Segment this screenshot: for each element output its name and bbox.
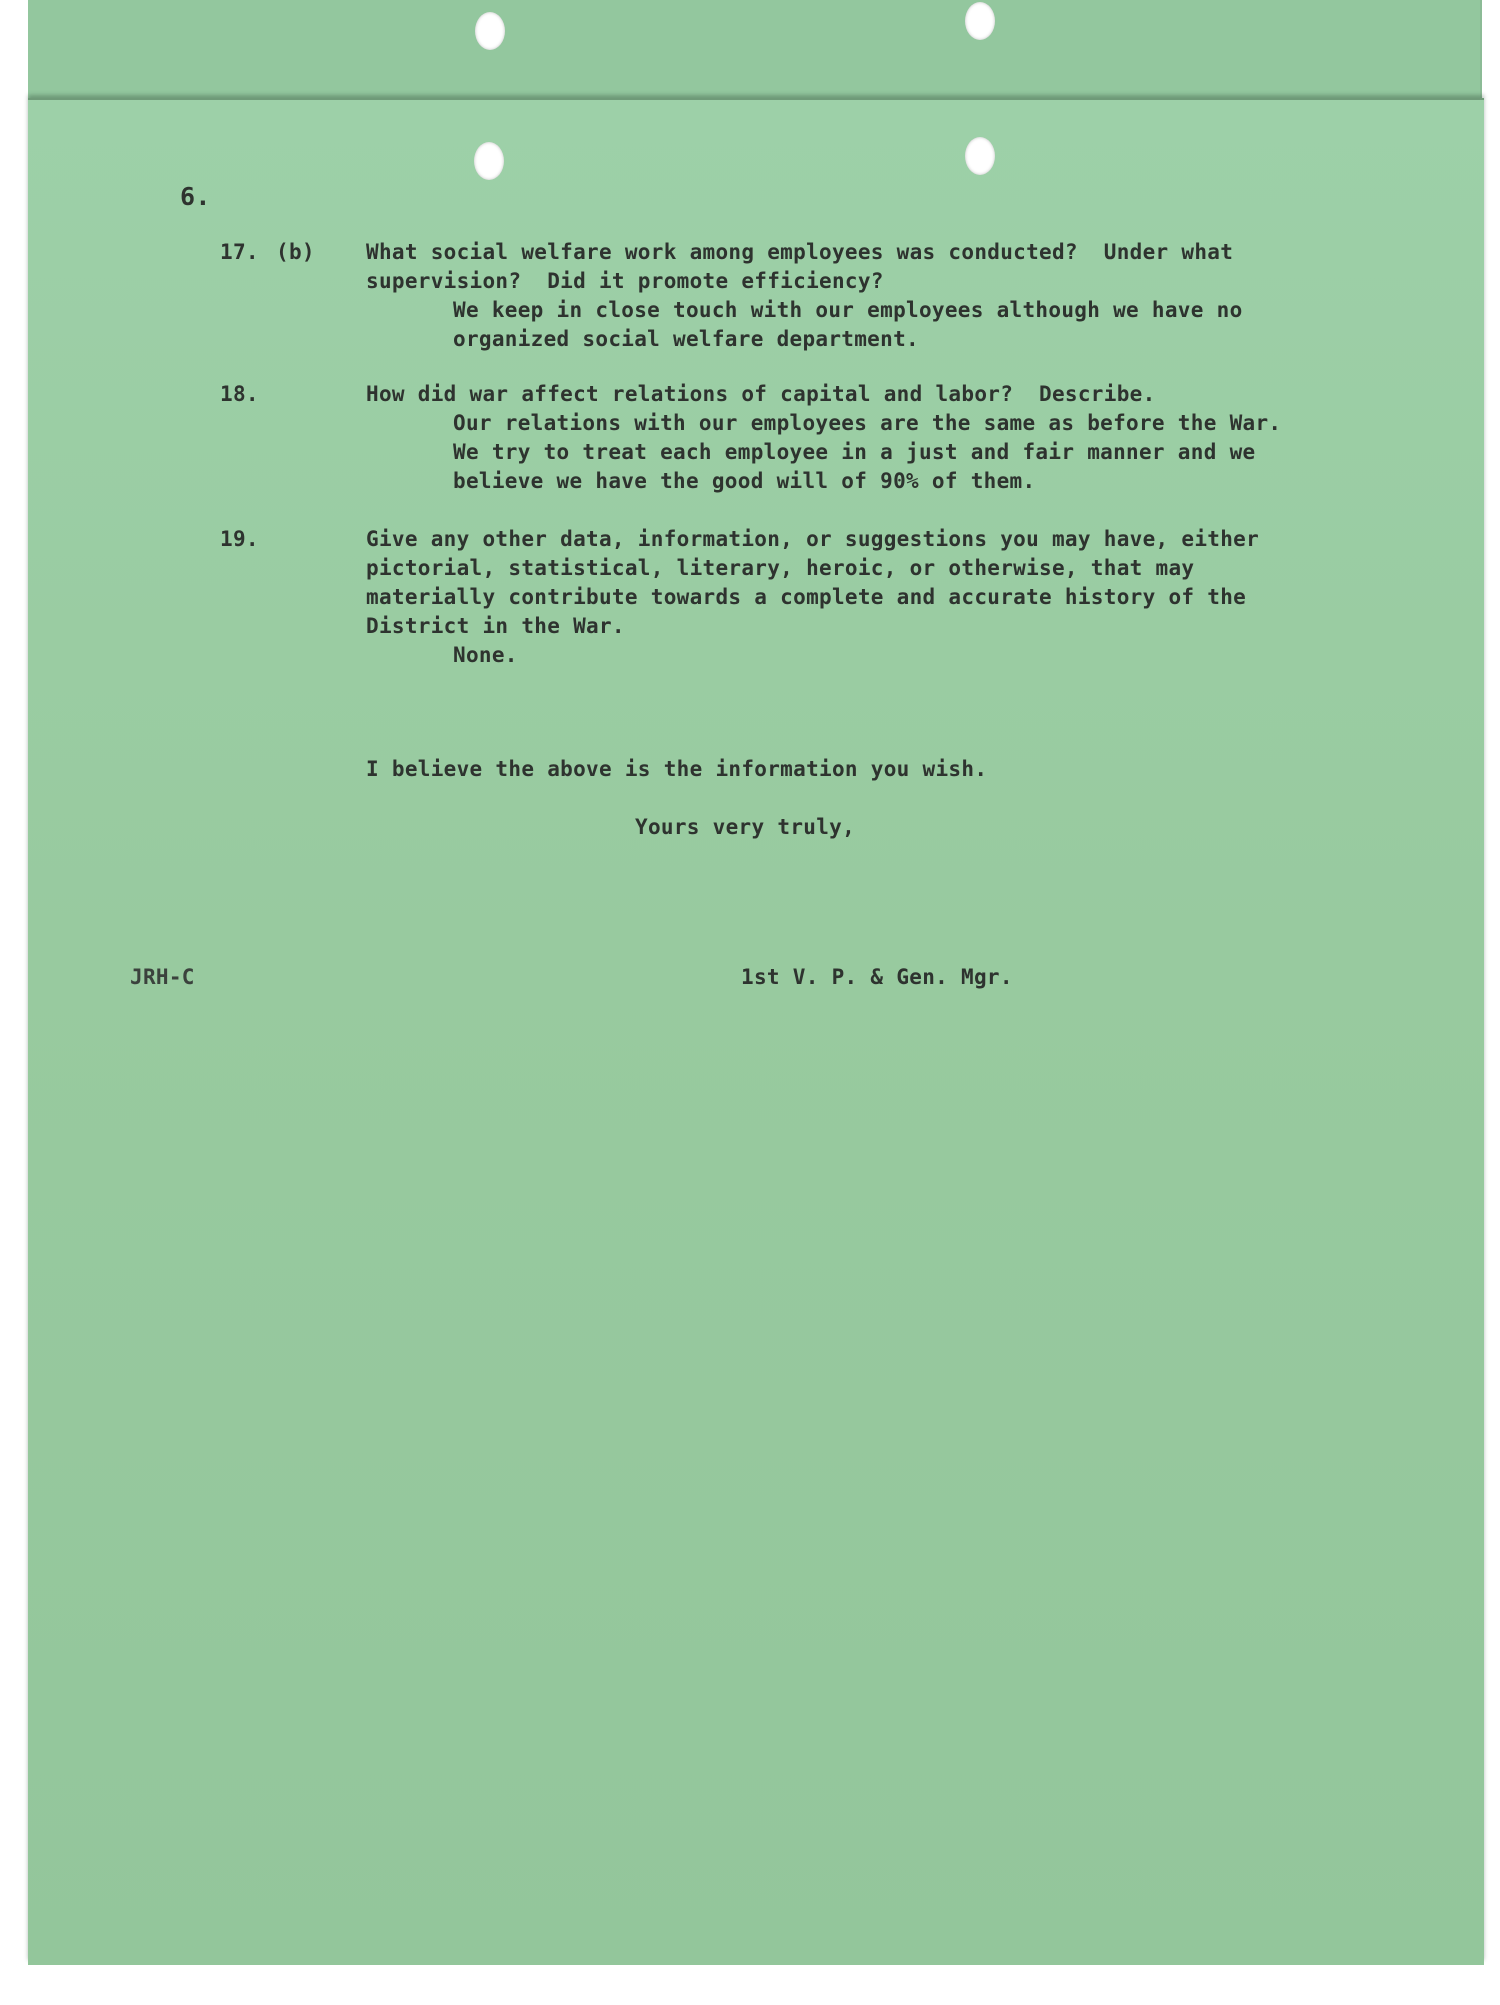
item-19-question-line-2: pictorial, statistical, literary, heroic, or otherwise, that may <box>366 556 1195 580</box>
letter-page <box>28 100 1484 1965</box>
back-sheet <box>28 0 1482 112</box>
item-19-question-line-4: District in the War. <box>366 614 625 638</box>
salutation: Yours very truly, <box>635 815 856 839</box>
item-17-number: 17. <box>220 240 259 264</box>
item-18-answer-line-3: believe we have the good will of 90% of them. <box>453 469 1036 493</box>
typist-initials: JRH-C <box>130 965 195 989</box>
item-17-answer-line-1: We keep in close touch with our employees although we have no <box>453 298 1243 322</box>
signature-title: 1st V. P. & Gen. Mgr. <box>741 965 1013 989</box>
punch-hole <box>965 2 995 40</box>
page-number: 6. <box>180 182 211 211</box>
item-17-sub: (b) <box>276 240 315 264</box>
item-18-number: 18. <box>220 382 259 406</box>
item-18-answer-line-2: We try to treat each employee in a just and fair manner and we <box>453 440 1256 464</box>
punch-hole <box>474 142 504 180</box>
closing-line: I believe the above is the information you wish. <box>366 757 988 781</box>
item-18-answer-line-1: Our relations with our employees are the same as before the War. <box>453 411 1282 435</box>
item-17-question-line-2: supervision? Did it promote efficiency? <box>366 269 884 293</box>
punch-hole <box>965 137 995 175</box>
item-19-number: 19. <box>220 527 259 551</box>
item-19-question-line-3: materially contribute towards a complete and accurate history of the <box>366 585 1247 609</box>
item-18-question-line-1: How did war affect relations of capital and labor? Describe. <box>366 382 1156 406</box>
item-19-answer-line-1: None. <box>453 643 518 667</box>
item-17-question-line-1: What social welfare work among employees was conducted? Under what <box>366 240 1234 264</box>
punch-hole <box>475 12 505 50</box>
item-19-question-line-1: Give any other data, information, or suggestions you may have, either <box>366 527 1260 551</box>
item-17-answer-line-2: organized social welfare department. <box>453 327 919 351</box>
